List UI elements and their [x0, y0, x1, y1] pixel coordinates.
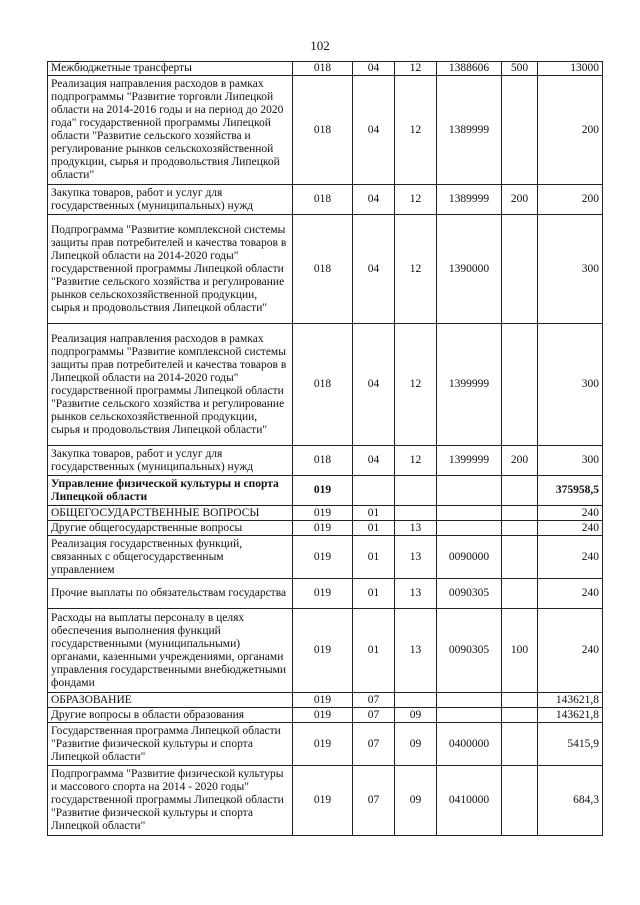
- ved-code-cell: 019: [293, 521, 353, 536]
- ved-code-cell: 018: [293, 215, 353, 324]
- target-article-cell: 1389999: [437, 185, 502, 215]
- amount-cell: 240: [538, 521, 603, 536]
- amount-cell: 240: [538, 506, 603, 521]
- subsection-code-cell: 12: [395, 324, 437, 446]
- target-article-cell: 1399999: [437, 324, 502, 446]
- row-name-cell: Реализация направления расходов в рамках подпрограммы "Развитие торговли Липецкой области на 2014-2016 годы и на период до 2020 года" государственной программы Липецкой области "Развитие сельского хозяйства и регулирование рынков сельскохозяйственной продукции, сырья и продовольствия Липецкой области": [48, 76, 293, 185]
- subsection-code-cell: 13: [395, 536, 437, 579]
- amount-cell: 13000: [538, 62, 603, 76]
- ved-code-cell: 019: [293, 579, 353, 609]
- section-code-cell: 04: [353, 76, 395, 185]
- section-code-cell: 07: [353, 693, 395, 708]
- target-article-cell: [437, 506, 502, 521]
- subsection-code-cell: [395, 693, 437, 708]
- amount-cell: 300: [538, 324, 603, 446]
- section-code-cell: 04: [353, 62, 395, 76]
- ved-code-cell: 018: [293, 76, 353, 185]
- table-row: [48, 446, 603, 476]
- amount-cell: 240: [538, 536, 603, 579]
- target-article-cell: 0090000: [437, 536, 502, 579]
- expense-type-cell: [502, 536, 538, 579]
- target-article-cell: 1389999: [437, 76, 502, 185]
- table-row: [48, 708, 603, 723]
- ved-code-cell: 019: [293, 693, 353, 708]
- amount-cell: 240: [538, 579, 603, 609]
- row-name-cell: ОБРАЗОВАНИЕ: [48, 693, 293, 708]
- target-article-cell: [437, 476, 502, 506]
- expense-type-cell: [502, 76, 538, 185]
- expense-type-cell: [502, 215, 538, 324]
- row-name-cell: Реализация государственных функций, связанных с общегосударственным управлением: [48, 536, 293, 579]
- row-name-cell: Подпрограмма "Развитие физической культуры и массового спорта на 2014 - 2020 годы" государственной программы Липецкой области "Развитие физической культуры и спорта Липецкой области": [48, 766, 293, 836]
- amount-cell: 684,3: [538, 766, 603, 836]
- expense-type-cell: [502, 579, 538, 609]
- ved-code-cell: 019: [293, 609, 353, 693]
- target-article-cell: 1388606: [437, 62, 502, 76]
- expense-type-cell: [502, 766, 538, 836]
- row-name-cell: Закупка товаров, работ и услуг для государственных (муниципальных) нужд: [48, 446, 293, 476]
- table-row: [48, 506, 603, 521]
- expense-type-cell: [502, 708, 538, 723]
- amount-cell: 200: [538, 185, 603, 215]
- subsection-code-cell: 09: [395, 708, 437, 723]
- target-article-cell: 0400000: [437, 723, 502, 766]
- ved-code-cell: 018: [293, 446, 353, 476]
- expense-type-cell: [502, 506, 538, 521]
- section-code-cell: 01: [353, 609, 395, 693]
- target-article-cell: [437, 693, 502, 708]
- section-code-cell: 07: [353, 766, 395, 836]
- section-code-cell: [353, 476, 395, 506]
- table-row: [48, 579, 603, 609]
- table-row: [48, 185, 603, 215]
- ved-code-cell: 019: [293, 476, 353, 506]
- expense-type-cell: 500: [502, 62, 538, 76]
- subsection-code-cell: 13: [395, 521, 437, 536]
- budget-table: [47, 61, 603, 836]
- table-row: [48, 324, 603, 446]
- target-article-cell: 1399999: [437, 446, 502, 476]
- section-code-cell: 04: [353, 215, 395, 324]
- section-code-cell: 04: [353, 185, 395, 215]
- row-name-cell: Реализация направления расходов в рамках подпрограммы "Развитие комплексной системы защиты прав потребителей и качества товаров в Липецкой области на 2014-2020 годы" государственной программы Липецкой области "Развитие сельского хозяйства и регулирование рынков сельскохозяйственной продукции, сырья и продовольствия Липецкой области": [48, 324, 293, 446]
- expense-type-cell: [502, 476, 538, 506]
- expense-type-cell: [502, 521, 538, 536]
- section-code-cell: 07: [353, 708, 395, 723]
- table-row: [48, 62, 603, 76]
- expense-type-cell: [502, 723, 538, 766]
- subsection-code-cell: 12: [395, 215, 437, 324]
- expense-type-cell: 200: [502, 446, 538, 476]
- table-row: [48, 693, 603, 708]
- amount-cell: 143621,8: [538, 693, 603, 708]
- ved-code-cell: 019: [293, 723, 353, 766]
- ved-code-cell: 018: [293, 185, 353, 215]
- section-code-cell: 01: [353, 579, 395, 609]
- page-number: 102: [310, 38, 330, 53]
- subsection-code-cell: 13: [395, 579, 437, 609]
- target-article-cell: [437, 521, 502, 536]
- table-row: [48, 536, 603, 579]
- subsection-code-cell: [395, 476, 437, 506]
- subsection-code-cell: 12: [395, 62, 437, 76]
- expense-type-cell: 100: [502, 609, 538, 693]
- target-article-cell: 0410000: [437, 766, 502, 836]
- ved-code-cell: 019: [293, 536, 353, 579]
- expense-type-cell: [502, 693, 538, 708]
- section-code-cell: 01: [353, 536, 395, 579]
- section-code-cell: 01: [353, 506, 395, 521]
- table-row: [48, 521, 603, 536]
- subsection-code-cell: 13: [395, 609, 437, 693]
- ved-code-cell: 018: [293, 324, 353, 446]
- row-name-cell: Управление физической культуры и спорта Липецкой области: [48, 476, 293, 506]
- section-code-cell: 07: [353, 723, 395, 766]
- section-code-cell: 04: [353, 446, 395, 476]
- row-name-cell: Подпрограмма "Развитие комплексной системы защиты прав потребителей и качества товаров в Липецкой области на 2014-2020 годы" государственной программы Липецкой области "Развитие сельского хозяйства и регулирование рынков сельскохозяйственной продукции, сырья и продовольствия Липецкой области": [48, 215, 293, 324]
- expense-type-cell: [502, 324, 538, 446]
- subsection-code-cell: 09: [395, 766, 437, 836]
- row-name-cell: Другие вопросы в области образования: [48, 708, 293, 723]
- expense-type-cell: 200: [502, 185, 538, 215]
- table-row: [48, 476, 603, 506]
- subsection-code-cell: [395, 506, 437, 521]
- amount-cell: 300: [538, 446, 603, 476]
- subsection-code-cell: 12: [395, 76, 437, 185]
- amount-cell: 200: [538, 76, 603, 185]
- amount-cell: 300: [538, 215, 603, 324]
- target-article-cell: 1390000: [437, 215, 502, 324]
- amount-cell: 143621,8: [538, 708, 603, 723]
- amount-cell: 240: [538, 609, 603, 693]
- table-row: [48, 215, 603, 324]
- row-name-cell: Государственная программа Липецкой области "Развитие физической культуры и спорта Липецкой области": [48, 723, 293, 766]
- table-row: [48, 723, 603, 766]
- row-name-cell: Межбюджетные трансферты: [48, 62, 293, 76]
- target-article-cell: 0090305: [437, 609, 502, 693]
- target-article-cell: [437, 708, 502, 723]
- row-name-cell: Другие общегосударственные вопросы: [48, 521, 293, 536]
- ved-code-cell: 018: [293, 62, 353, 76]
- ved-code-cell: 019: [293, 766, 353, 836]
- section-code-cell: 04: [353, 324, 395, 446]
- subsection-code-cell: 12: [395, 185, 437, 215]
- amount-cell: 5415,9: [538, 723, 603, 766]
- target-article-cell: 0090305: [437, 579, 502, 609]
- ved-code-cell: 019: [293, 708, 353, 723]
- row-name-cell: Закупка товаров, работ и услуг для государственных (муниципальных) нужд: [48, 185, 293, 215]
- amount-cell: 375958,5: [538, 476, 603, 506]
- row-name-cell: Прочие выплаты по обязательствам государства: [48, 579, 293, 609]
- row-name-cell: Расходы на выплаты персоналу в целях обеспечения выполнения функций государственными (муниципальными) органами, казенными учреждениями, органами управления государственными внебюджетными фондами: [48, 609, 293, 693]
- budget-table-body: [48, 62, 603, 836]
- row-name-cell: ОБЩЕГОСУДАРСТВЕННЫЕ ВОПРОСЫ: [48, 506, 293, 521]
- table-row: [48, 76, 603, 185]
- table-row: [48, 609, 603, 693]
- table-row: [48, 766, 603, 836]
- subsection-code-cell: 09: [395, 723, 437, 766]
- subsection-code-cell: 12: [395, 446, 437, 476]
- section-code-cell: 01: [353, 521, 395, 536]
- ved-code-cell: 019: [293, 506, 353, 521]
